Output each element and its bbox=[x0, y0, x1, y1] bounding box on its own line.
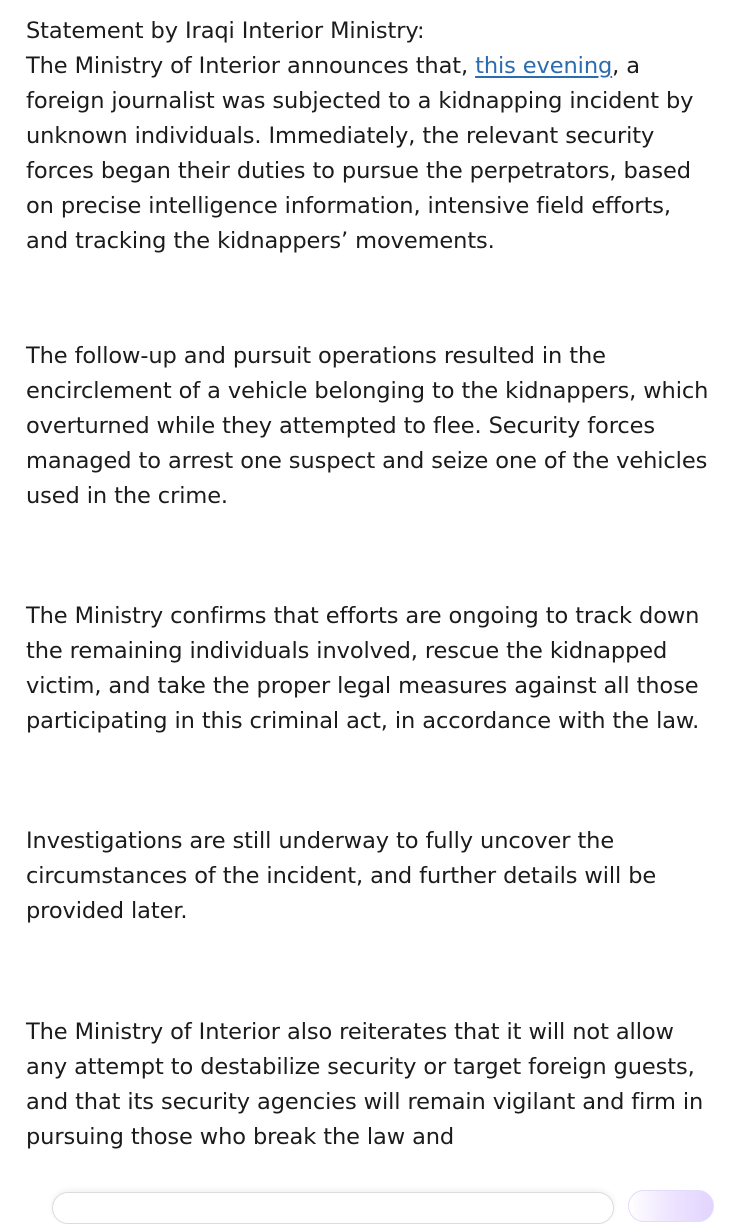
this-evening-link[interactable]: this evening bbox=[475, 53, 613, 79]
paragraph-efforts: The Ministry confirms that efforts are ongoing to track down the remaining individuals involved, rescue the kidnapped victim, and take the proper legal measures against all those participating in this criminal act, in accordance with the law. bbox=[26, 603, 700, 734]
paragraph-investigations: Investigations are still underway to fully uncover the circumstances of the incident, and further details will be provided later. bbox=[26, 828, 657, 924]
paragraph-announcement bbox=[26, 49, 716, 259]
paragraph-pursuit: The follow-up and pursuit operations resulted in the encirclement of a vehicle belonging to the kidnappers, which overturned while they attempted to flee. Security forces managed to arrest one suspect and seize one of the vehicles used in the crime. bbox=[26, 343, 709, 509]
assistant-button[interactable] bbox=[628, 1190, 714, 1222]
paragraph-announcement-start: The Ministry of Interior announces that, bbox=[26, 53, 476, 79]
statement-content bbox=[26, 14, 716, 1155]
statement-heading: Statement by Iraqi Interior Ministry: bbox=[26, 18, 425, 44]
bottom-input-bar[interactable] bbox=[52, 1192, 614, 1224]
paragraph-reiteration: The Ministry of Interior also reiterates that it will not allow any attempt to destabilize security or target foreign guests, and that its security agencies will remain vigilant and firm in pursuing those who break the law and bbox=[26, 1019, 704, 1150]
paragraph-announcement-rest: , a foreign journalist was subjected to a kidnapping incident by unknown individuals. Immediately, the relevant security forces began their duties to pursue the perpetrators, based on precise intelligence information, intensive field efforts, and tracking the kidnappers’ movements. bbox=[26, 53, 694, 254]
